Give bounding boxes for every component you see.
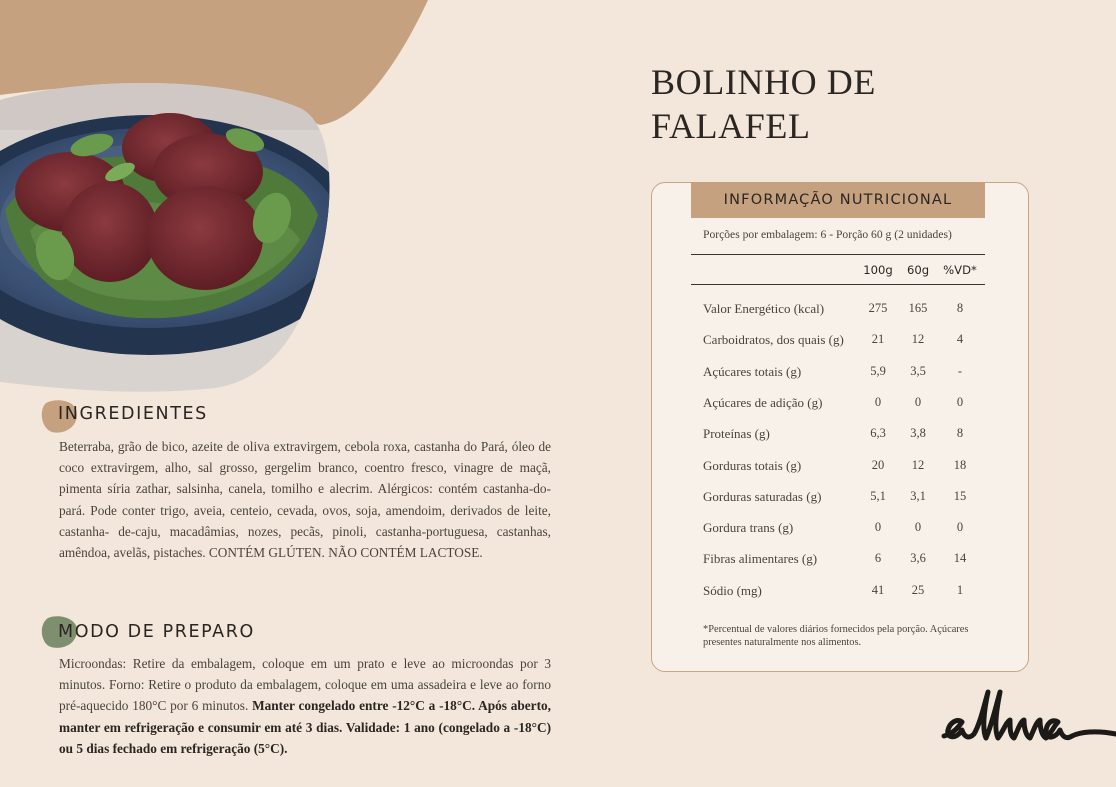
nutrient-label: Sódio (mg) (703, 582, 762, 598)
nutrient-value: 6 (874, 551, 882, 566)
ingredients-heading: INGREDIENTES (58, 404, 208, 424)
nutrition-row (0, 332, 1116, 352)
nutrient-value: 0 (914, 394, 922, 409)
nutrient-value: - (957, 363, 963, 378)
nutrient-value: 1 (956, 582, 964, 597)
nutrient-value: 15 (953, 488, 967, 503)
nutrient-value: 8 (956, 426, 964, 441)
nutrient-value: 20 (871, 457, 885, 472)
nutrition-rule-top (691, 254, 985, 255)
storage-instructions: Manter congelado entre -12°C a -18°C. Após aberto, manter em refrigeração e consumir em até 3 dias. Validade: 1 ano (congelado a -18°C) ou 5 dias fechado em refrigeração (5°C). (59, 698, 551, 756)
nutrition-heading: INFORMAÇÃO NUTRICIONAL (691, 182, 985, 218)
preparation-heading: MODO DE PREPARO (58, 622, 255, 642)
nutrient-label: Açúcares de adição (g) (703, 394, 823, 410)
nutrition-row (0, 520, 1116, 540)
nutrient-label: Gorduras saturadas (g) (703, 488, 822, 504)
nutrition-rule-header (691, 284, 985, 285)
nutrition-row (0, 301, 1116, 321)
nutrient-value: 0 (956, 394, 964, 409)
nutrient-value: 3,5 (910, 363, 926, 378)
nutrient-value: 3,8 (910, 426, 926, 441)
nutrition-row (0, 426, 1116, 446)
nutrient-value: 0 (914, 520, 922, 535)
nutrient-label: Valor Energético (kcal) (703, 301, 825, 316)
portion-info: Porções por embalagem: 6 - Porção 60 g (2 unidades) (703, 228, 952, 241)
nutrition-row (0, 489, 1116, 509)
nutrition-row (0, 395, 1116, 415)
nutrient-label: Gorduras totais (g) (703, 457, 802, 473)
nutrition-row (0, 551, 1116, 571)
column-header-60g: 60g (906, 263, 930, 277)
product-title: BOLINHO DE FALAFEL (651, 62, 876, 146)
nutrient-value: 0 (874, 394, 882, 409)
nutrient-value: 3,1 (910, 488, 926, 503)
nutrition-row (0, 364, 1116, 384)
nutrition-footnote: *Percentual de valores diários fornecidos pela porção. Açúcares presentes naturalmente nos alimentos. (703, 624, 969, 648)
nutrient-value: 6,3 (870, 426, 886, 441)
nutrient-value: 3,6 (910, 551, 926, 566)
nutrient-value: 275 (868, 301, 888, 315)
nutrient-value: 165 (908, 301, 928, 315)
nutrition-row (0, 583, 1116, 603)
preparation-text (59, 653, 551, 759)
nutrient-value: 18 (953, 457, 967, 472)
brand-logo (940, 684, 1116, 754)
nutrient-value: 12 (911, 332, 925, 347)
nutrient-value: 41 (871, 582, 885, 597)
nutrient-label: Proteínas (g) (703, 426, 770, 442)
preparation-instructions: Microondas: Retire da embalagem, coloque em um prato e leve ao microondas por 3 minutos. Forno: Retire o produto da embalagem, coloque em uma assadeira e leve ao forno pré-aquecido 180°C por 6 minutos. (59, 656, 551, 714)
nutrient-label: Açúcares totais (g) (703, 363, 802, 379)
ingredients-text: Beterraba, grão de bico, azeite de oliva extravirgem, cebola roxa, castanha do Pará, óleo de coco extravirgem, alho, sal grosso, gergelim branco, coentro fresco, vinagre de maçã, pimenta síria zathar, salsinha, canela, tomilho e alecrim. Alérgicos: contém castanha-do-pará. Pode conter trigo, aveia, centeio, cevada, ovos, soja, amendoim, derivados de leite, castanha- de-caju, macadâmias, nozes, pecãs, pinoli, castanha-portuguesa, castanhas, amêndoa, avelãs, pistaches. CONTÉM GLÚTEN. NÃO CONTÉM LACTOSE. (59, 439, 551, 561)
nutrient-value: 25 (911, 582, 925, 597)
column-header-vd: %VD* (943, 263, 977, 277)
nutrient-label: Carboidratos, dos quais (g) (703, 332, 844, 348)
nutrient-value: 4 (956, 332, 964, 347)
nutrition-row (0, 458, 1116, 478)
nutrient-value: 0 (956, 520, 964, 535)
nutrient-value: 8 (956, 301, 964, 315)
nutrient-value: 21 (871, 332, 885, 347)
nutrient-value: 14 (953, 551, 967, 566)
nutrient-value: 12 (911, 457, 925, 472)
nutrient-label: Fibras alimentares (g) (703, 551, 818, 567)
column-header-100g: 100g (863, 263, 893, 277)
nutrient-value: 5,9 (870, 363, 886, 378)
nutrient-value: 0 (874, 520, 882, 535)
nutrient-value: 5,1 (870, 488, 886, 503)
nutrient-label: Gordura trans (g) (703, 520, 794, 536)
